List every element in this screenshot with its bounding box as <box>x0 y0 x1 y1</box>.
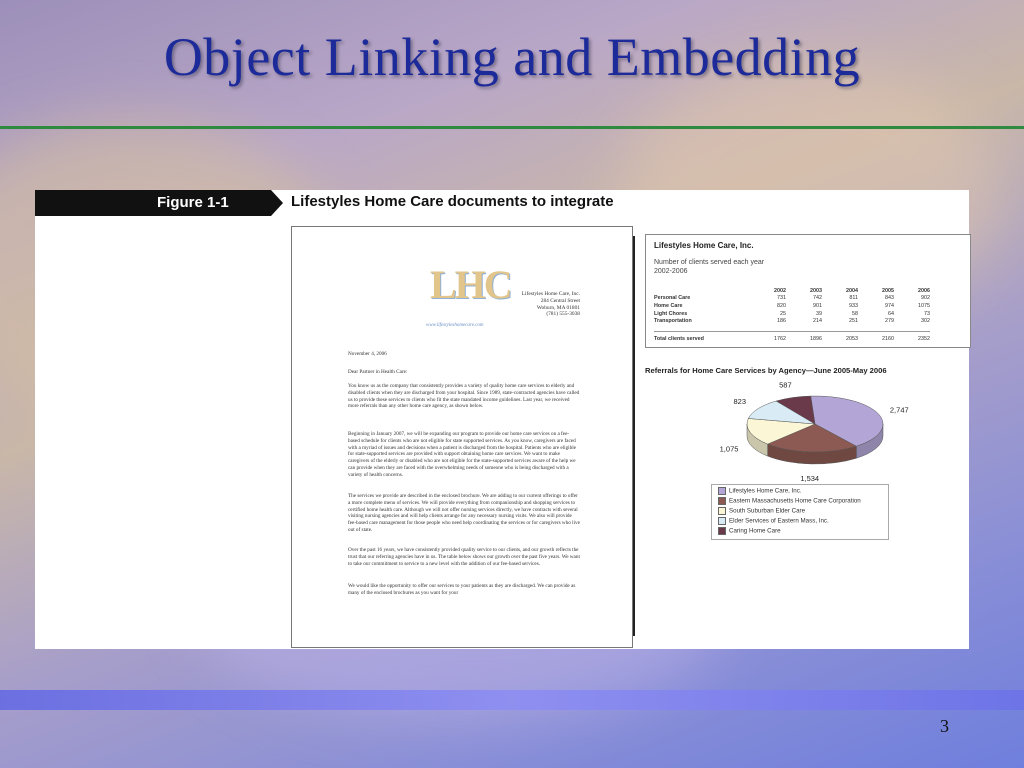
table-cell: 2053 <box>846 335 858 342</box>
legend-swatch <box>718 497 726 505</box>
table-cell: 302 <box>921 318 930 325</box>
table-cell: 25 <box>780 310 786 317</box>
figure-arrow-icon <box>271 190 283 216</box>
figure-caption: Lifestyles Home Care documents to integrate <box>291 193 614 210</box>
chart-title: Referrals for Home Care Services by Agency—June 2005-May 2006 <box>645 366 887 375</box>
clients-table <box>654 287 930 343</box>
legend-swatch <box>718 527 726 535</box>
documents-divider <box>633 236 635 636</box>
table-cell: 731 <box>777 295 786 302</box>
row-label: Light Chores <box>654 310 688 317</box>
pie-data-label: 2,747 <box>889 405 909 415</box>
table-cell: 811 <box>849 295 858 302</box>
legend-item: Lifestyles Home Care, Inc. <box>718 487 802 496</box>
slide-number: 3 <box>940 716 949 736</box>
letter-paragraph: You know us as the company that consistently provides a variety of quality home care services to elderly and disabled clients when they are discharged from your hospital. Since 1989, state-contracted agencies have called us to provide these services to clients who fit the state mandated income guidelines. Last year, we received more referrals than any other home care agency, as shown below. <box>348 383 580 410</box>
company-website: www.lifestyleshomecare.com <box>426 323 484 328</box>
table-cell: 843 <box>885 295 894 302</box>
table-cell: 2352 <box>918 335 930 342</box>
table-row <box>654 310 930 318</box>
table-cell: 279 <box>885 318 894 325</box>
letter-date: November 4, 2006 <box>348 351 387 357</box>
table-row <box>654 317 930 325</box>
company-logo: LHC <box>430 262 511 307</box>
year-header: 2006 <box>918 287 930 294</box>
table-cell: 974 <box>885 302 894 309</box>
row-label: Transportation <box>654 318 692 325</box>
table-cell: 820 <box>777 302 786 309</box>
row-label: Personal Care <box>654 295 691 302</box>
pie-data-label: 1,534 <box>800 473 820 483</box>
table-cell: 64 <box>888 310 894 317</box>
year-header: 2002 <box>774 287 786 294</box>
title-divider <box>0 126 1024 129</box>
table-row <box>654 302 930 310</box>
year-header: 2004 <box>846 287 858 294</box>
table-cell: 39 <box>816 310 822 317</box>
pie-data-label: 587 <box>779 380 792 390</box>
table-row <box>654 295 930 303</box>
table-cell: 902 <box>921 295 930 302</box>
legend-swatch <box>718 517 726 525</box>
company-address: Lifestyles Home Care, Inc. 284 Central Street Woburn, MA 01801 (781) 555-3038 <box>521 291 580 318</box>
table-cell: 901 <box>813 302 822 309</box>
table-cell: 58 <box>852 310 858 317</box>
clients-table-box <box>645 234 971 348</box>
table-cell: 742 <box>813 295 822 302</box>
table-cell: 1896 <box>810 335 822 342</box>
letter-paragraph: We would like the opportunity to offer our services to your patients as they are discharged. We can provide as many of the enclosed brochures as you want for your <box>348 583 576 596</box>
letter-paragraph: Beginning in January 2007, we will be expanding our program to provide our home care services on a fee-based schedule for clients who are not eligible for state supported services. As you know, caregivers are faced with a myriad of issues and decisions when a patient is discharged from the hospital. Patients who are eligible for state-supported services are provided with support obtaining home care services. We want to make caregivers of the elderly or disabled who are not eligible for the state-supported services aware of the help we can provide when they are faced with the overwhelming needs of someone who is being discharged with a variety of health concerns. <box>348 431 576 478</box>
letter-salutation: Dear Partner in Health Care: <box>348 369 408 375</box>
table-title: Lifestyles Home Care, Inc. <box>654 241 754 250</box>
row-label: Total clients served <box>654 335 704 342</box>
letter-paragraph: Over the past 16 years, we have consistently provided quality service to our clients, and our growth reflects the trust that our referring agencies have in us. The table below shows our growth over the past five years. We want to take our commitment to service to a new level with the addition of our fee-based services. <box>348 547 580 567</box>
table-cell: 186 <box>777 318 786 325</box>
letter-paragraph: The services we provide are described in the enclosed brochure. We are adding to our current offerings to offer a more complete menu of services. We will provide everything from companionship and shopping services to certified home health care. Although we will not offer nursing services directly, we have contracts with several visiting nursing agencies and will help clients arrange for any necessary nursing visits. We also will provide fee-based care management for those people who need help coordinating the services or for caregivers who live out of state. <box>348 493 580 533</box>
year-header: 2005 <box>882 287 894 294</box>
table-cell: 73 <box>924 310 930 317</box>
legend-swatch <box>718 487 726 495</box>
legend-item: Eastern Massachusetts Home Care Corporation <box>718 497 861 506</box>
footer-band <box>0 690 1024 710</box>
table-cell: 933 <box>849 302 858 309</box>
pie-chart <box>647 378 967 488</box>
table-total-row <box>654 331 930 342</box>
chart-legend <box>711 484 889 540</box>
pie-data-label: 823 <box>733 396 747 406</box>
table-subtitle-years: 2002-2006 <box>654 268 688 275</box>
legend-item: South Suburban Elder Care <box>718 507 805 516</box>
legend-swatch <box>718 507 726 515</box>
table-header-row <box>654 287 930 295</box>
figure-panel <box>35 190 969 649</box>
table-cell: 214 <box>813 318 822 325</box>
legend-item: Caring Home Care <box>718 527 781 536</box>
figure-label: Figure 1-1 <box>157 194 229 211</box>
row-label: Home Care <box>654 302 683 309</box>
figure-header <box>35 190 969 216</box>
table-cell: 251 <box>849 318 858 325</box>
pie-data-label: 1,075 <box>719 444 739 454</box>
figure-label-block <box>35 190 271 216</box>
table-cell: 1762 <box>774 335 786 342</box>
year-header: 2003 <box>810 287 822 294</box>
table-subtitle: Number of clients served each year <box>654 259 765 266</box>
letter-document <box>291 226 633 648</box>
table-cell: 1075 <box>918 302 930 309</box>
legend-item: Elder Services of Eastern Mass, Inc. <box>718 517 829 526</box>
table-cell: 2160 <box>882 335 894 342</box>
slide-title: Object Linking and Embedding <box>163 27 861 87</box>
